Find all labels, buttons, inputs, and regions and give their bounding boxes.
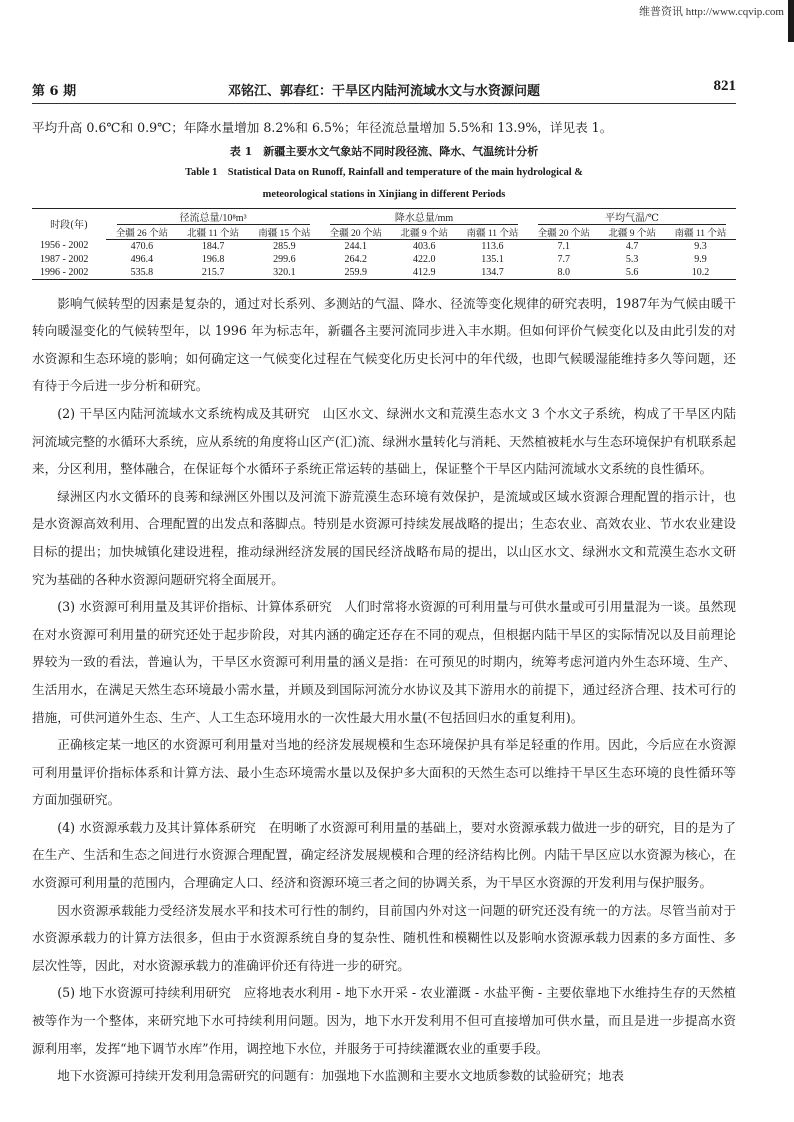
table-row xyxy=(32,253,736,266)
table-cell: 470.6 xyxy=(130,240,154,252)
table-cell: 259.9 xyxy=(344,266,368,278)
subheader: 南疆 11 个站 xyxy=(665,225,736,240)
issue-number: 第 6 期 xyxy=(32,84,77,99)
paragraph-text: 在明晰了水资源可利用量的基础上，要对水资源承载力做进一步的研究，目的是为了在生产、生活和生态之间进行水资源合理配置，确定经济发展规模和合理的经济结构比例。内陆干旱区应以水资源为核心，在水资源可利用量的范围内，合理确定人口、经济和资源环境三者之间的协调关系，为干旱区水资源的开发利用与保护服务。 xyxy=(32,819,737,891)
table-caption-en-1: Table 1 Statistical Data on Runoff, Rainfall and temperature of the main hydrological & xyxy=(185,166,583,178)
table-cell: 285.9 xyxy=(273,240,296,252)
table-cell: 7.1 xyxy=(557,240,570,252)
table-cell: 412.9 xyxy=(413,266,436,278)
subheader: 南疆 11 个站 xyxy=(457,225,528,240)
section-heading: (5) 地下水资源可持续利用研究 xyxy=(57,985,231,1001)
watermark: 维普资讯 http://www.cqvip.com xyxy=(638,6,784,18)
table-cell: 135.1 xyxy=(481,253,504,265)
page-edge-mark xyxy=(788,0,794,42)
table-cell: 4.7 xyxy=(625,240,639,252)
running-title: 邓铭江、郭春红：干旱区内陆河流域水文与水资源问题 xyxy=(227,84,540,99)
paragraph-text: 山区水文、绿洲水文和荒漠生态水文 3 个水文子系统，构成了干旱区内陆河流域完整的水循环大系统，应从系统的角度将山区产(汇)流、绿洲水量转化与消耗、天然植被耗水与生态环境保护有机联系起来，分区利用，整体融合，在保证每个水循环子系统正常运转的基础上，保证整个干旱区内陆河流域水文系统的良性循环。 xyxy=(32,405,736,477)
table-cell: 184.7 xyxy=(201,240,225,252)
paragraph-capacity-methods: 因水资源承载能力受经济发展水平和技术可行性的制约，目前国内外对这一问题的研究还没有统一的方法。尽管当前对于水资源承载力的计算方法很多，但由于水资源系统自身的复杂性、随机性和模糊性以及影响水资源承载力因素的多方面性、多层次性等，因此，对水资源承载力的准确评价还有待进一步的研究。 xyxy=(32,902,736,973)
table-cell: 7.7 xyxy=(557,253,570,265)
subheader: 北疆 9 个站 xyxy=(392,225,457,240)
table-cell: 320.1 xyxy=(273,266,296,278)
section-heading: (3) 水资源可利用量及其评价指标、计算体系研究 xyxy=(57,599,332,615)
period-cell: 1996 - 2002 xyxy=(40,266,89,278)
group-header-temperature: 平均气温/℃ xyxy=(528,208,736,225)
subheader: 全疆 20 个站 xyxy=(528,225,599,240)
table-cell: 196.8 xyxy=(201,253,225,265)
subheader: 南疆 15 个站 xyxy=(249,225,320,240)
subheader: 北疆 9 个站 xyxy=(599,225,664,240)
table-row xyxy=(32,239,736,253)
paragraph-available-water xyxy=(32,593,736,731)
paragraph-climate-shift: 影响气候转型的因素是复杂的，通过对长系列、多测站的气温、降水、径流等变化规律的研究表明，1987年为气候由暖干转向暖湿变化的气候转型年，以 1996 年为标志年，新疆各主要河流同步进入丰水期。但如何评价气候变化以及由此引发的对水资源和生态环境的影响；如何确定这一气候变化过程在气候变化历史长河中的年代级，也即气候暖湿能维持多久等问题，还有待于今后进一步分析和研究。 xyxy=(32,295,736,394)
table-cell: 496.4 xyxy=(130,253,154,265)
subheader: 全疆 26 个站 xyxy=(106,225,177,240)
paragraph-assessment: 正确核定某一地区的水资源可利用量对当地的经济发展规模和生态环境保护具有举足轻重的作用。因此，今后应在水资源可利用量评价指标体系和计算方法、最小生态环境需水量以及保护多大面积的天然生态可以维持干旱区生态环境的良性循环等方面加强研究。 xyxy=(32,737,736,808)
group-header-runoff: 径流总量/10⁸m³ xyxy=(106,208,320,225)
subheader: 北疆 11 个站 xyxy=(178,225,249,240)
table-cell: 9.3 xyxy=(694,240,707,252)
table-cell: 9.9 xyxy=(694,253,707,265)
paragraph-text: 应将地表水利用 - 地下水开采 - 农业灌溉 - 水盐平衡 - 主要依靠地下水维持生存的天然植被等作为一个整体，来研究地下水可持续利用问题。因为，地下水开发利用不但可直接增加可供水量，而且是进一步提高水资源利用率，发挥“地下调节水库”作用，调控地下水位，并服务于可持续灌溉农业的重要手段。 xyxy=(32,985,737,1056)
statistics-table xyxy=(32,208,736,280)
table-cell: 10.2 xyxy=(691,266,710,278)
table-caption-cn: 表 1 新疆主要水文气象站不同时段径流、降水、气温统计分析 xyxy=(229,144,539,158)
table-cell: 244.1 xyxy=(344,240,368,252)
table-caption-en-2: meteorological stations in Xinjiang in different Periods xyxy=(262,188,506,200)
paragraph-oasis: 绿洲区内水文循环的良莠和绿洲区外围以及河流下游荒漠生态环境有效保护，是流域或区域水资源合理配置的指示计，也是水资源高效利用、合理配置的出发点和落脚点。特别是水资源可持续发展战略的提出；生态农业、高效农业、节水农业建设目标的提出；加快城镇化建设进程，推动绿洲经济发展的国民经济战略布局的提出，以山区水文、绿洲水文和荒漠生态水文研究为基础的各种水资源问题研究将全面展开。 xyxy=(32,488,736,587)
table-row xyxy=(32,266,736,280)
page-number: 821 xyxy=(713,78,736,94)
paragraph-groundwater-issues: 地下水资源可持续开发利用急需研究的问题有：加强地下水监测和主要水文地质参数的试验研究；地表 xyxy=(57,1068,624,1084)
paragraph-hydro-system xyxy=(32,400,736,483)
subheader: 全疆 20 个站 xyxy=(320,225,391,240)
period-cell: 1956 - 2002 xyxy=(40,240,89,252)
table-cell: 299.6 xyxy=(273,253,296,265)
article-body xyxy=(32,114,736,1090)
table-cell: 422.0 xyxy=(413,253,436,265)
intro-line: 平均升高 0.6℃和 0.9℃；年降水量增加 8.2%和 6.5%；年径流总量增加 5.5%和 13.9%，详见表 1。 xyxy=(32,120,613,135)
paragraph-text: 人们时常将水资源的可利用量与可供水量或可引用量混为一谈。虽然现在对水资源可利用量的研究还处于起步阶段，对其内涵的确定还存在不同的观点，但根据内陆干旱区的实际情况以及目前理论界较为一致的看法，普遍认为，干旱区水资源可利用量的涵义是指：在可预见的时期内，统筹考虑河道内外生态环境、生产、生活用水，在满足天然生态环境最小需水量，并顾及到国际河流分水协议及其下游用水的前提下，通过经济合理、技术可行的措施，可供河道外生态、生产、人工生态环境用水的一次性最大用水量(不包括回归水的重复利用)。 xyxy=(32,599,737,725)
table-cell: 215.7 xyxy=(201,266,225,278)
period-header: 时段(年) xyxy=(50,220,88,232)
table-cell: 5.6 xyxy=(625,266,639,278)
group-header-rainfall: 降水总量/mm xyxy=(320,208,528,225)
table-cell: 8.0 xyxy=(557,266,570,278)
table-cell: 113.6 xyxy=(481,240,504,252)
table-cell: 134.7 xyxy=(481,266,504,278)
table-cell: 5.3 xyxy=(625,253,639,265)
section-heading: (2) 干旱区内陆河流域水文系统构成及其研究 xyxy=(57,405,310,421)
section-heading: (4) 水资源承载力及其计算体系研究 xyxy=(57,819,256,835)
table-cell: 535.8 xyxy=(130,266,154,278)
paragraph-capacity xyxy=(32,814,736,897)
table-cell: 264.2 xyxy=(344,253,368,265)
running-head xyxy=(32,80,736,100)
paragraph-groundwater xyxy=(32,979,736,1062)
table-cell: 403.6 xyxy=(413,240,436,252)
header-rule xyxy=(32,103,736,104)
period-cell: 1987 - 2002 xyxy=(40,253,89,265)
